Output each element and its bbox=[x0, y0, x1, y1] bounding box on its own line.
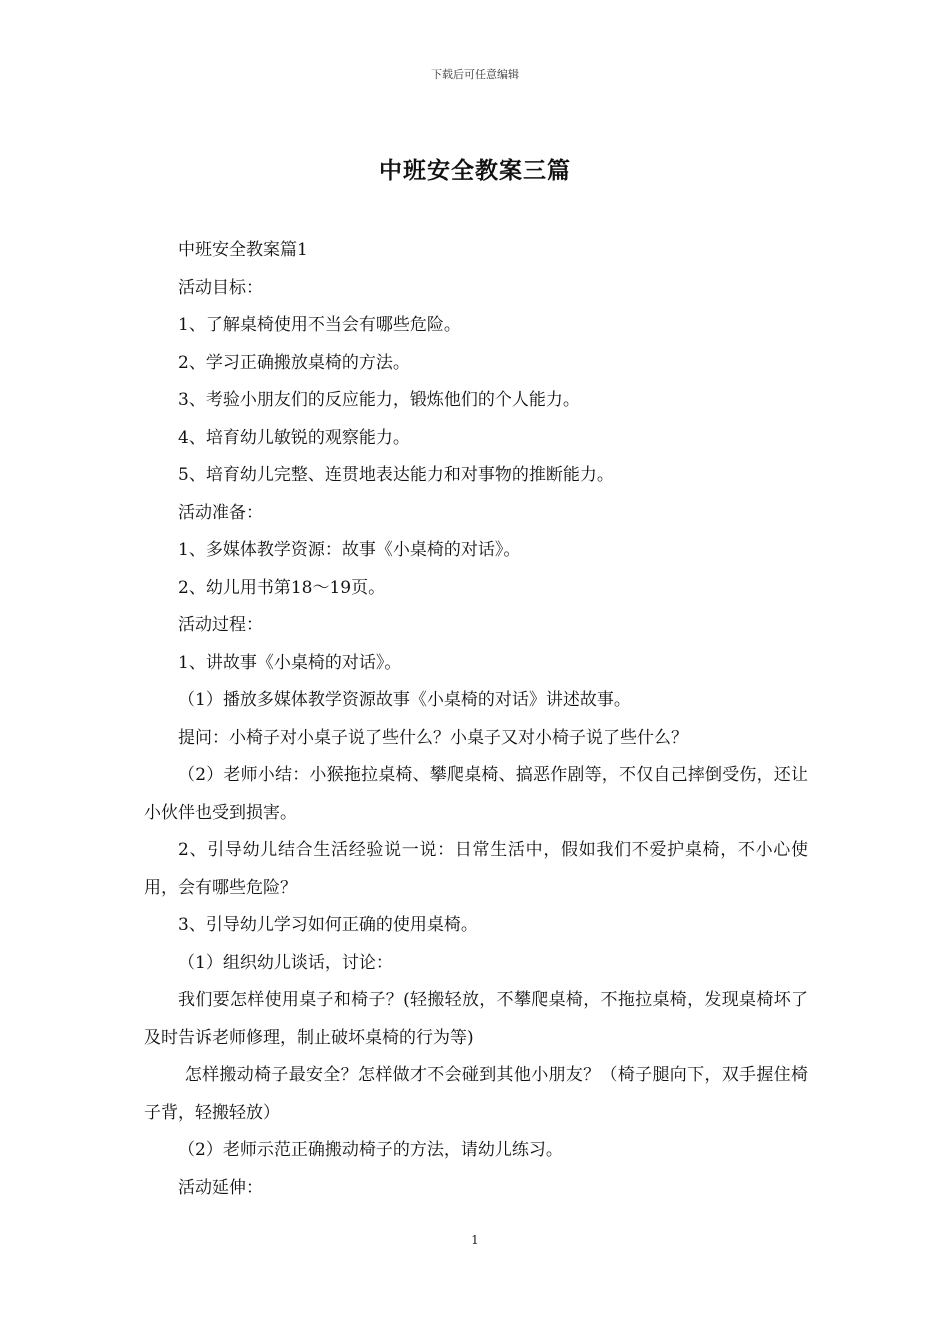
paragraph-prep-2: 2、幼儿用书第18～19页。 bbox=[178, 577, 386, 598]
paragraph-process-3: 3、引导幼儿学习如何正确的使用桌椅。 bbox=[178, 915, 478, 935]
paragraph-goal-2: 2、学习正确搬放桌椅的方法。 bbox=[178, 352, 410, 373]
paragraph-section-heading: 中班安全教案篇1 bbox=[178, 240, 308, 260]
paragraph-goal-3: 3、考验小朋友们的反应能力，锻炼他们的个人能力。 bbox=[178, 390, 580, 410]
paragraph-process-2: 2、引导幼儿结合生活经验说一说：日常生活中，假如我们不爱护桌椅，不小心使用，会有哪些危险？ bbox=[144, 840, 808, 898]
paragraph-process-3-1: （1）组织幼儿谈话，讨论： bbox=[178, 952, 393, 973]
paragraph-process-1: 1、讲故事《小桌椅的对话》。 bbox=[178, 652, 402, 673]
paragraph-extension-heading: 活动延伸： bbox=[178, 1177, 263, 1198]
page-number: 1 bbox=[471, 1233, 479, 1247]
paragraph-process-1-1: （1）播放多媒体教学资源故事《小桌椅的对话》讲述故事。 bbox=[178, 690, 631, 710]
paragraph-goals-heading: 活动目标： bbox=[178, 277, 263, 298]
paragraph-prep-1: 1、多媒体教学资源：故事《小桌椅的对话》。 bbox=[178, 540, 521, 560]
document-title: 中班安全教案三篇 bbox=[379, 158, 571, 184]
paragraph-process-1-2: （2）老师小结：小猴拖拉桌椅、攀爬桌椅、搞恶作剧等，不仅自己摔倒受伤，还让小伙伴也受到损害。 bbox=[144, 765, 808, 823]
header-note: 下载后可任意编辑 bbox=[431, 68, 519, 81]
paragraph-goal-5: 5、培育幼儿完整、连贯地表达能力和对事物的推断能力。 bbox=[178, 465, 614, 485]
paragraph-goal-4: 4、培育幼儿敏锐的观察能力。 bbox=[178, 427, 410, 448]
paragraph-goal-1: 1、了解桌椅使用不当会有哪些危险。 bbox=[178, 315, 461, 335]
paragraph-discussion-2: 怎样搬动椅子最安全？怎样做才不会碰到其他小朋友？（椅子腿向下，双手握住椅子背，轻搬轻放） bbox=[144, 1065, 808, 1123]
paragraph-discussion-1: 我们要怎样使用桌子和椅子？(轻搬轻放，不攀爬桌椅，不拖拉桌椅，发现桌椅坏了及时告诉老师修理，制止破坏桌椅的行为等) bbox=[144, 990, 808, 1048]
paragraph-question: 提问：小椅子对小桌子说了些什么？小桌子又对小椅子说了些什么？ bbox=[178, 727, 688, 748]
paragraph-process-heading: 活动过程： bbox=[178, 615, 263, 635]
paragraph-prep-heading: 活动准备： bbox=[178, 502, 263, 523]
paragraph-process-3-2: （2）老师示范正确搬动椅子的方法，请幼儿练习。 bbox=[178, 1140, 563, 1160]
document-body bbox=[144, 232, 808, 1207]
